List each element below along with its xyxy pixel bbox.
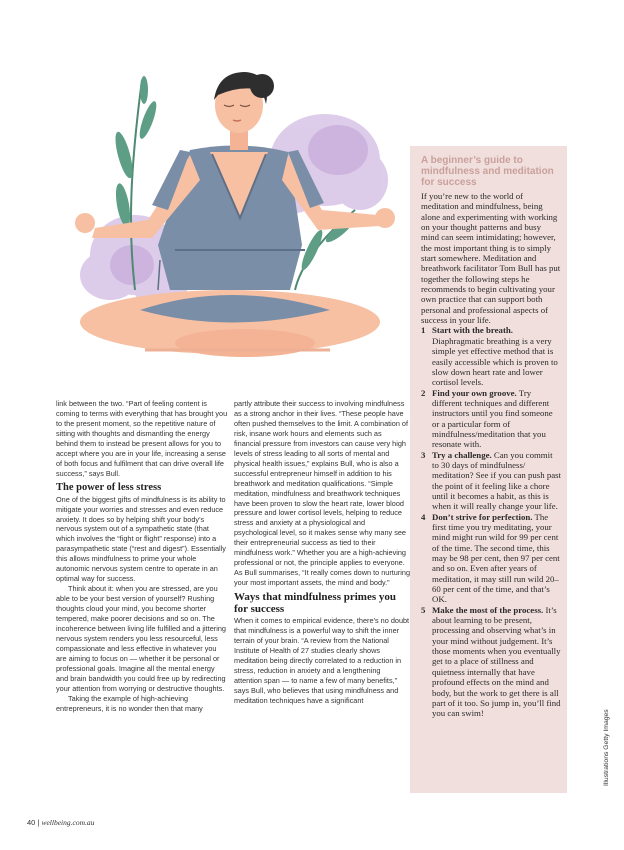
page-footer [27,818,94,827]
article-column-1 [56,399,228,714]
sidebar-intro: If you’re new to the world of meditation and mindfulness, being alone and experimenting with working on your thought patterns and busy mind can seem intimidating; however, the most important thing is to simply start somewhere. Meditation and breathwork facilitator Tom Bull has put together the following steps he recommends to begin cultivating your own practice that can support both personal and professional aspects of success in your life. [421,191,561,326]
head [214,72,274,150]
meditation-illustration [40,60,410,370]
footer-separator: | [35,818,42,827]
page-number: 40 [27,818,36,827]
list-item: 4 Don’t strive for perfection. The first time you try meditating, your mind might run wild for 99 per cent of the time. The second time, this may be 98 per cent, then 97 per cent and so on. Even after years of meditation, it may still run wild 20–60 per cent of the time, and that’s OK. [421,511,560,605]
col1-paragraph-3: Think about it: when you are stressed, are you able to be your best version of yourself? Rushing thoughts cloud your mind, you become shorter tempered, make poorer decisions and so on. The incoherence between living life fulfilled and a jittering nervous system renders you less resourceful, less compassionate and less effective in whatever you are aiming to focus on — whether it be personal or professional goals. Imagine all the mental energy and brain bandwidth you could free up by redirecting your attention from worrying or destructive thoughts. [56,584,226,693]
sidebar-title: A beginner’s guide to mindfulness and meditation for success [421,155,554,188]
sidebar-steps-list [421,325,561,718]
col1-paragraph-2: One of the biggest gifts of mindfulness is its ability to mitigate your worries and stresses and even reduce anxiety. It does so by helping shift your body’s nervous system out of a sympathetic state (that which involves the “fight or flight” response) into a parasympathetic state (“rest and digest”). Essentially this allows mindfulness to prime your whole autonomic nervous system centre to operate in an optimal way for success. [56,494,226,584]
crossed-legs [80,290,380,357]
col1-paragraph-1: link between the two. “Part of feeling content is coming to terms with everything that has brought you to the present moment, so the repetitive nature of sitting with thoughts and dismantling the energy behind them to instead be present allows for you to accept where you are in your life, increasing a sense of both focus and fulfilment that can drive overall life success,” says Bull. [56,399,228,478]
col1-paragraph-4: Taking the example of high-achieving entrepreneurs, it is no wonder then that many [56,693,203,713]
list-item: 5 Make the most of the process. It’s about learning to be present, processing and observing what’s in your mind without judgement. It’s those moments when you eventually get to a place of stillness and quietness internally that have profound effects on the mind and body, but the work to get there is all part of it too. So jump in, you’ll find you can swim! [421,604,561,719]
col2-paragraph-1: partly attribute their success to involving mindfulness as a strong anchor in their lives. “These people have often pushed themselves to the limit. A combination of risk, insane work hours and elements such as financial pressure from investors can cause very high levels of stress leading to all sorts of mental and physical health issues,” explains Bull, who is also a successful entrepreneur himself in addition to his breathwork and meditation qualifications. “Simple meditation, mindfulness and breathwork techniques have been proven to slow the heart rate, lower blood pressure and lower cortisol levels, helping to reduce stress and anxiety at a physiological and psychological level, so it makes sense why many see their entrepreneurial success as tied to their mindfulness work.” Whether you are a high-achieving professional or not, the principle applies to everyone. As Bull summarises, “It really comes down to nurturing your most important assets, the mind and body.” [234,399,410,588]
image-credit: Illustrations Getty Images [603,709,610,786]
list-item: 3 Try a challenge. Can you commit to 30 days of mindfulness/ meditation? See if you can push past the point of it feeling like a chore until it becomes a habit, as this is when it will really change your life. [421,449,561,512]
subheading-ways-mindfulness-primes: Ways that mindfulness primes you for success [234,591,396,615]
list-item: 2 Find your own groove. Try different techniques and different instructors until you find someone or a particular form of mindfulness/meditation that you resonate with. [421,387,553,450]
list-item: 1 Start with the breath. Diaphragmatic breathing is a very simple yet effective method that is easily accessible which is proven to slow down heart rate and lower cortisol levels. [421,325,558,388]
beginners-guide-sidebar [410,146,567,793]
col2-paragraph-2: When it comes to empirical evidence, there’s no doubt that mindfulness is a powerful way to shift the inner terrain of your brain. “A review from the National Institute of Health of 27 studies clearly shows meditation being directly correlated to a reduction in stress, reduction in anxiety and a lengthening attention span — to name a few of many benefits,” says Bull, who believes that using mindfulness and meditation techniques have a significant [234,616,410,705]
subheading-power-of-less-stress: The power of less stress [56,481,162,493]
website-link[interactable]: wellbeing.com.au [41,818,95,827]
article-column-2 [234,399,410,706]
